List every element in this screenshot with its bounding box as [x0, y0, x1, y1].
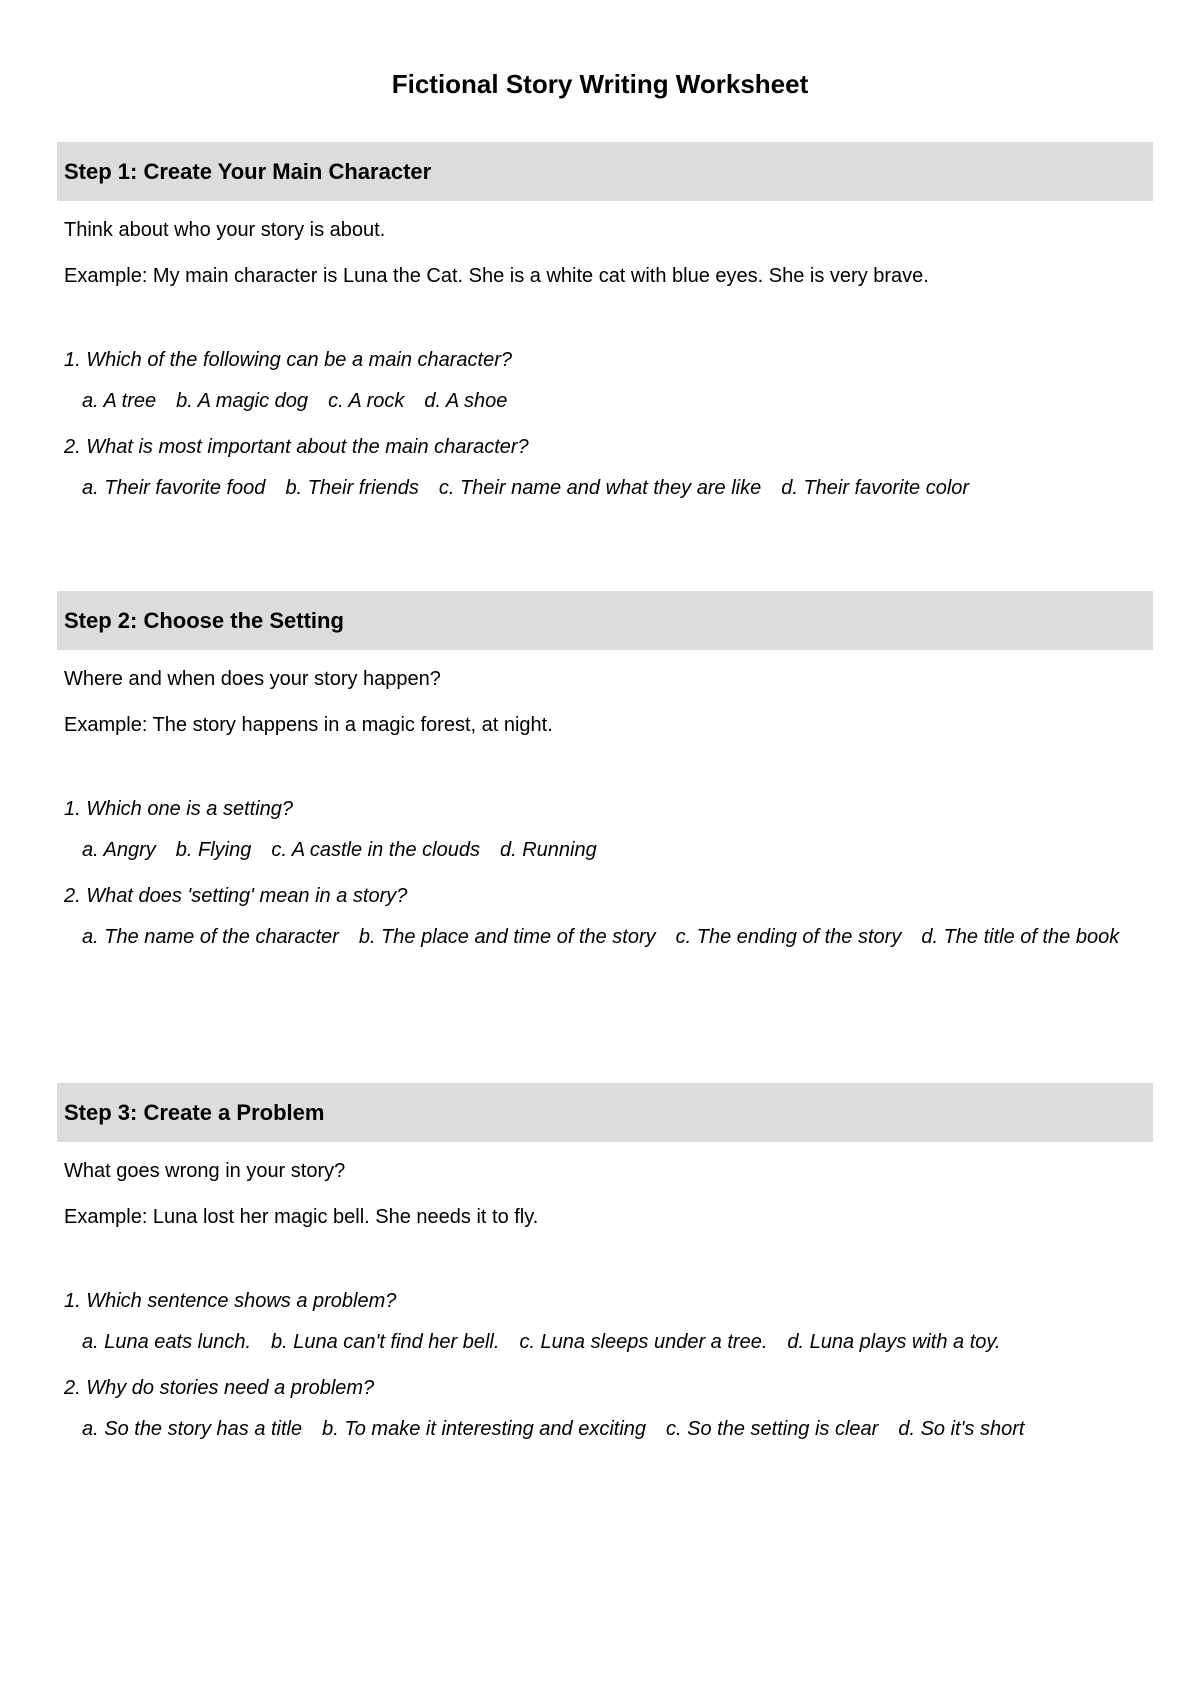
option: d. Their favorite color — [781, 477, 970, 499]
option: b. The place and time of the story — [358, 926, 656, 948]
option: a. Angry — [82, 839, 156, 861]
option: a. Luna eats lunch. — [82, 1331, 252, 1353]
option: c. So the setting is clear — [666, 1418, 879, 1440]
page-title: Fictional Story Writing Worksheet — [391, 69, 809, 99]
option: c. A castle in the clouds — [271, 839, 480, 861]
option: a. A tree — [82, 390, 157, 412]
option: b. Flying — [175, 839, 252, 861]
option: a. Their favorite food — [82, 477, 266, 499]
step-2-question-1: 1. Which one is a setting? — [64, 798, 294, 820]
step-1-section — [57, 142, 1153, 511]
option: d. The title of the book — [921, 926, 1120, 948]
step-3-question-2: 2. Why do stories need a problem? — [64, 1377, 375, 1399]
option: b. Their friends — [285, 477, 419, 499]
step-2-example: Example: The story happens in a magic forest, at night. — [64, 714, 553, 736]
step-1-question-2-options — [57, 465, 1153, 511]
option: c. The ending of the story — [675, 926, 902, 948]
option: c. Their name and what they are like — [438, 477, 762, 499]
step-1-question-1: 1. Which of the following can be a main character? — [64, 349, 513, 371]
step-3-question-1-options — [57, 1319, 1153, 1365]
step-2-question-2: 2. What does 'setting' mean in a story? — [64, 885, 408, 907]
step-2-question-1-options — [57, 827, 1153, 873]
step-1-intro: Think about who your story is about. — [64, 219, 386, 241]
option: b. Luna can't find her bell. — [271, 1331, 500, 1353]
step-3-intro: What goes wrong in your story? — [64, 1160, 346, 1182]
option: b. A magic dog — [176, 390, 309, 412]
step-2-section — [57, 591, 1153, 960]
step-1-question-1-options — [57, 378, 1153, 424]
step-1-header: Step 1: Create Your Main Character — [57, 142, 1153, 201]
step-3-section — [57, 1083, 1153, 1452]
option: a. So the story has a title — [82, 1418, 303, 1440]
step-3-example: Example: Luna lost her magic bell. She needs it to fly. — [64, 1206, 539, 1228]
step-1-example: Example: My main character is Luna the Cat. She is a white cat with blue eyes. She is very brave. — [64, 265, 929, 287]
step-1-question-2: 2. What is most important about the main character? — [64, 436, 529, 458]
option: d. Running — [499, 839, 597, 861]
option: d. A shoe — [424, 390, 508, 412]
option: a. The name of the character — [82, 926, 339, 948]
step-2-question-2-options — [57, 914, 1153, 960]
step-3-question-2-options — [57, 1406, 1153, 1452]
option: c. Luna sleeps under a tree. — [519, 1331, 768, 1353]
step-2-header: Step 2: Choose the Setting — [57, 591, 1153, 650]
option: d. Luna plays with a toy. — [787, 1331, 1001, 1353]
step-3-question-1: 1. Which sentence shows a problem? — [64, 1290, 397, 1312]
step-3-header: Step 3: Create a Problem — [57, 1083, 1153, 1142]
option: c. A rock — [328, 390, 405, 412]
option: d. So it's short — [898, 1418, 1025, 1440]
step-2-intro: Where and when does your story happen? — [64, 668, 441, 690]
option: b. To make it interesting and exciting — [322, 1418, 647, 1440]
